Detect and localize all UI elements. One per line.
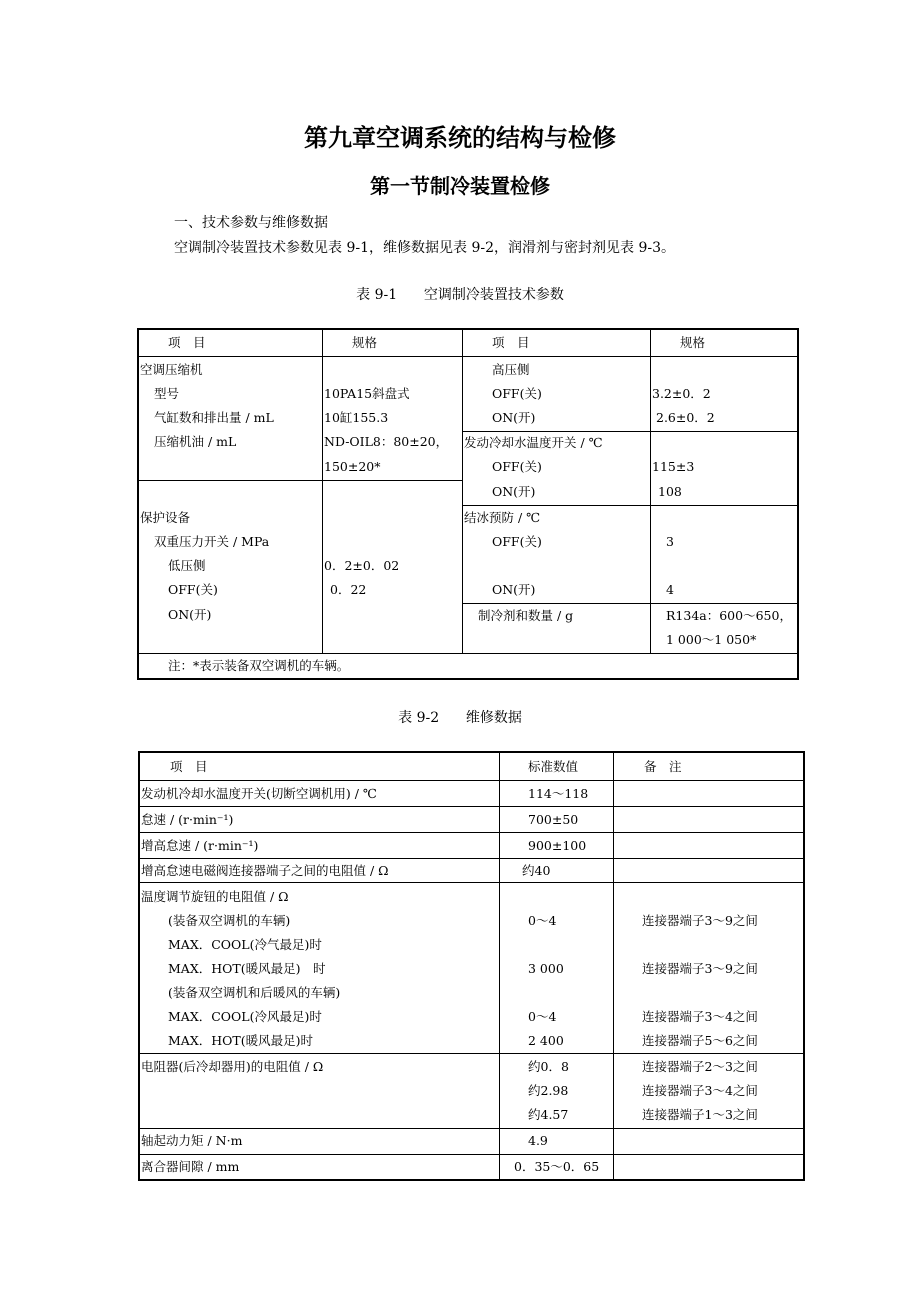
- protect-label: 保护设备: [140, 510, 191, 525]
- resistor-value-2: 约2.98: [528, 1083, 569, 1098]
- coolant-on-label: ON(开): [492, 484, 536, 499]
- temp-knob-dual-cool-note: 连接器端子3～9之间: [642, 913, 758, 928]
- solenoid-value: 约40: [522, 863, 551, 878]
- table1-caption: 表 9-1 空调制冷装置技术参数: [356, 287, 564, 303]
- oil-value-2: 150±20*: [324, 459, 381, 474]
- low-side-label: 低压侧: [168, 558, 206, 573]
- refrigerant-value-2: 1 000～1 050*: [666, 632, 757, 647]
- table1-header-spec: 规格: [352, 335, 378, 350]
- temp-knob-rear-hot: MAX．HOT(暖风最足)时: [168, 1033, 313, 1048]
- coolant-on-value: 108: [658, 484, 682, 499]
- freeze-on-value: 4: [666, 582, 674, 597]
- refrigerant-label: 制冷剂和数量 / g: [478, 608, 574, 623]
- anti-freeze-label: 结冰预防 / ℃: [464, 510, 541, 525]
- table1-header-item-2: 项 目: [492, 335, 530, 350]
- clutch-label: 离合器间隙 / mm: [141, 1159, 240, 1174]
- oil-value-1: ND-OIL8：80±20，: [324, 434, 449, 449]
- torque-value: 4.9: [528, 1133, 548, 1148]
- intro-text: 空调制冷装置技术参数见表 9-1，维修数据见表 9-2，润滑剂与密封剂见表 9-3。: [174, 240, 675, 256]
- table2-caption: 表 9-2 维修数据: [398, 710, 522, 726]
- chapter-title: 第九章空调系统的结构与检修: [304, 124, 616, 152]
- low-value-2: 0．22: [330, 582, 367, 597]
- clutch-value: 0．35～0．65: [514, 1159, 600, 1174]
- resistor-value-3: 约4.57: [528, 1107, 569, 1122]
- temp-knob-label: 温度调节旋钮的电阻值 / Ω: [141, 889, 289, 904]
- freeze-on-label: ON(开): [492, 582, 536, 597]
- low-on-label: ON(开): [168, 607, 212, 622]
- table1-note: 注：*表示装备双空调机的车辆。: [168, 658, 350, 673]
- freeze-off-value: 3: [666, 534, 674, 549]
- temp-knob-rear: (装备双空调机和后暖风的车辆): [168, 985, 341, 1000]
- resistor-label: 电阻器(后冷却器用)的电阻值 / Ω: [141, 1059, 324, 1074]
- coolant-switch-row-value: 114～118: [528, 786, 589, 801]
- cylinder-value: 10缸155.3: [324, 410, 389, 425]
- high-on-label: ON(开): [492, 410, 536, 425]
- cylinder-label: 气缸数和排出量 / mL: [154, 410, 274, 425]
- solenoid-label: 增高怠速电磁阀连接器端子之间的电阻值 / Ω: [141, 863, 389, 878]
- table2-header-value: 标准数值: [528, 759, 579, 774]
- idle-value: 700±50: [528, 812, 579, 827]
- torque-label: 轴起动力矩 / N·m: [141, 1133, 243, 1148]
- freeze-off-label: OFF(关): [492, 534, 542, 549]
- temp-knob-rear-cool-value: 0～4: [528, 1009, 557, 1024]
- temp-knob-dual: (装备双空调机的车辆): [168, 913, 291, 928]
- low-off-label: OFF(关): [168, 582, 218, 597]
- table2-header-item: 项 目: [170, 759, 208, 774]
- model-label: 型号: [154, 386, 180, 401]
- coolant-off-label: OFF(关): [492, 459, 542, 474]
- high-off-value: 3.2±0．2: [652, 386, 711, 401]
- resistor-note-3: 连接器端子1～3之间: [642, 1107, 758, 1122]
- low-value-1: 0．2±0．02: [324, 558, 400, 573]
- temp-knob-rear-hot-note: 连接器端子5～6之间: [642, 1033, 758, 1048]
- table1-header-item: 项 目: [168, 335, 206, 350]
- temp-knob-rear-cool-note: 连接器端子3～4之间: [642, 1009, 758, 1024]
- oil-label: 压缩机油 / mL: [154, 434, 237, 449]
- idle-label: 怠速 / (r·min⁻¹): [141, 812, 234, 827]
- high-on-value: 2.6±0．2: [656, 410, 715, 425]
- high-off-label: OFF(关): [492, 386, 542, 401]
- temp-knob-rear-hot-value: 2 400: [528, 1033, 564, 1048]
- resistor-value-1: 约0．8: [528, 1059, 569, 1074]
- temp-knob-dual-hot-value: 3 000: [528, 961, 564, 976]
- resistor-note-2: 连接器端子3～4之间: [642, 1083, 758, 1098]
- idle-up-label: 增高怠速 / (r·min⁻¹): [141, 838, 259, 853]
- resistor-note-1: 连接器端子2～3之间: [642, 1059, 758, 1074]
- coolant-switch-row-label: 发动机冷却水温度开关(切断空调机用) / ℃: [141, 786, 377, 801]
- model-value: 10PA15斜盘式: [324, 386, 410, 401]
- intro-heading: 一、技术参数与维修数据: [174, 215, 328, 231]
- temp-knob-dual-cool: MAX．COOL(冷气最足)时: [168, 937, 322, 952]
- coolant-switch-label: 发动冷却水温度开关 / ℃: [464, 435, 603, 450]
- compressor-label: 空调压缩机: [140, 362, 203, 377]
- coolant-off-value: 115±3: [652, 459, 695, 474]
- table1-header-spec-2: 规格: [680, 335, 706, 350]
- section-title: 第一节制冷装置检修: [370, 174, 550, 198]
- temp-knob-dual-hot-note: 连接器端子3～9之间: [642, 961, 758, 976]
- table2-header-note: 备 注: [644, 759, 682, 774]
- temp-knob-dual-cool-value: 0～4: [528, 913, 557, 928]
- temp-knob-rear-cool: MAX．COOL(冷风最足)时: [168, 1009, 322, 1024]
- high-side-label: 高压侧: [492, 362, 530, 377]
- idle-up-value: 900±100: [528, 838, 587, 853]
- temp-knob-dual-hot: MAX．HOT(暖风最足) 时: [168, 961, 326, 976]
- dual-switch-label: 双重压力开关 / MPa: [154, 534, 270, 549]
- refrigerant-value-1: R134a：600～650，: [666, 608, 792, 623]
